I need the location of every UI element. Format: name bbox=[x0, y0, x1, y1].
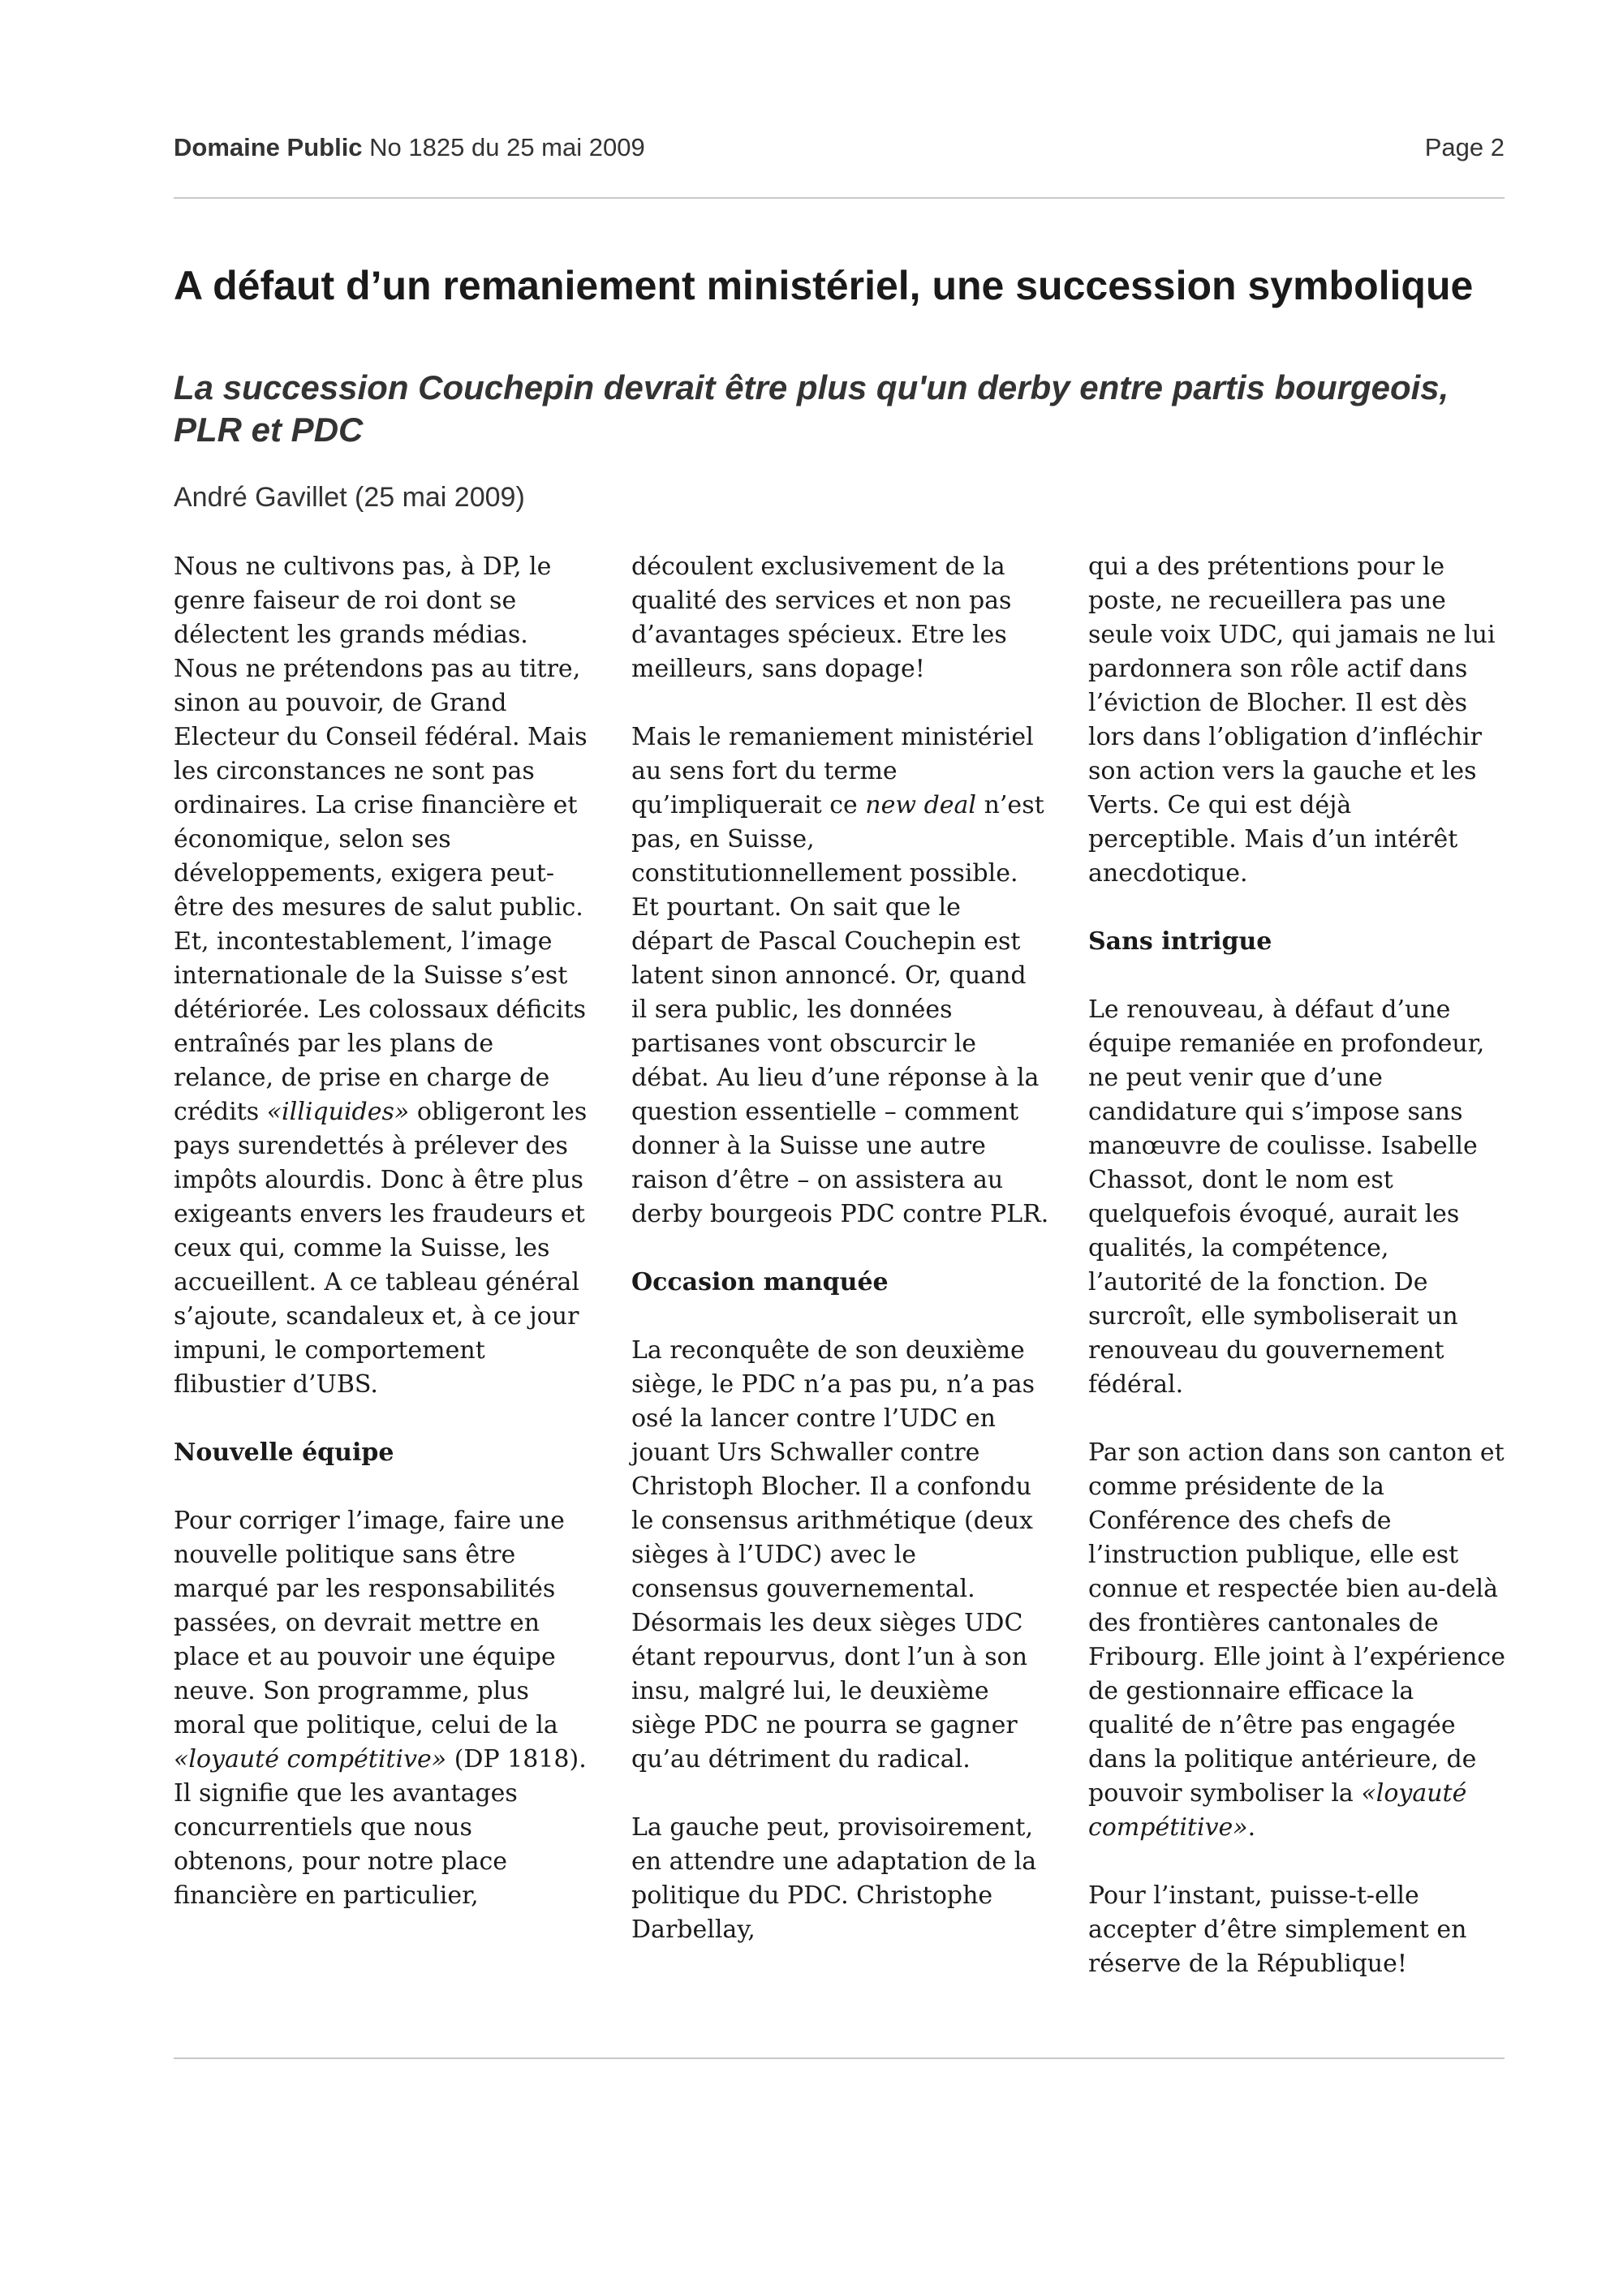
paragraph: La reconquête de son deuxième siège, le PDC n’a pas pu, n’a pas osé la lancer contre l’UDC en jouant Urs Schwaller contre Christoph Blocher. Il a confondu le consensus arithmétique (deux sièges à l’UDC) avec le consensus gouvernemental. Désormais les deux sièges UDC étant repourvus, dont l’un à son insu, malgré lui, le deuxième siège PDC ne pourra se gagner qu’au détriment du radical. bbox=[631, 1336, 1035, 1774]
page-header bbox=[174, 133, 1505, 169]
publication-name: Domaine Public bbox=[174, 133, 363, 161]
paragraph: La gauche peut, provisoirement, en attendre une adaptation de la politique du PDC. Christophe Darbellay, bbox=[631, 1813, 1037, 1944]
paragraph: Nous ne cultivons pas, à DP, le genre faiseur de roi dont se délectent les grands médias. Nous ne prétendons pas au titre, sinon au pouvoir, de Grand Electeur du Conseil fédéral. Mais les circonstances ne sont pas ordinaires. La crise financière et économique, selon ses développements, exigera peut-être des mesures de salut public. Et, incontestablement, l’image internationale de la Suisse s’est détériorée. Les colossaux déficits entraînés par les plans de relance, de prise en charge de crédits «illiquides» obligeront les pays surendettés à prélever des impôts alourdis. Donc à être plus exigeants envers les fraudeurs et ceux qui, comme la Suisse, les accueillent. A ce tableau général s’ajoute, scandaleux et, à ce jour impuni, le comportement flibustier d’UBS. bbox=[174, 553, 588, 1399]
section-heading: Nouvelle équipe bbox=[174, 1438, 394, 1467]
header-divider bbox=[174, 197, 1505, 199]
paragraph: Pour corriger l’image, faire une nouvelle politique sans être marqué par les responsabilités passées, on devrait mettre en place et au pouvoir une équipe neuve. Son programme, plus moral que politique, celui de la «loyauté compétitive» (DP 1818). Il signifie que les avantages concurrentiels que nous obtenons, pour notre place financière en particulier, bbox=[174, 1507, 587, 1910]
article-byline: André Gavillet (25 mai 2009) bbox=[174, 482, 525, 513]
paragraph: Pour l’instant, puisse-t-elle accepter d’être simplement en réserve de la République! bbox=[1088, 1881, 1467, 1978]
page-number: Page 2 bbox=[1424, 133, 1505, 161]
emphasis: new deal bbox=[865, 791, 977, 819]
paragraph: découlent exclusivement de la qualité des services et non pas d’avantages spécieux. Etre les meilleurs, sans dopage! bbox=[631, 553, 1012, 683]
section-heading: Occasion manquée bbox=[631, 1268, 889, 1296]
paragraph: Par son action dans son canton et comme présidente de la Conférence des chefs de l’instruction publique, elle est connue et respectée bien au-delà des frontières cantonales de Fribourg. Elle joint à l’expérience de gestionnaire efficace la qualité de n’être pas engagée dans la politique antérieure, de pouvoir symboliser la «loyauté compétitive». bbox=[1088, 1438, 1505, 1842]
text-column-1 bbox=[174, 550, 592, 1947]
paragraph: Mais le remaniement ministériel au sens fort du terme qu’impliquerait ce new deal n’est pas, en Suisse, constitutionnellement possible. Et pourtant. On sait que le départ de Pascal Couchepin est latent sinon annoncé. Or, quand il sera public, les données partisanes vont obscurcir le débat. Au lieu d’une réponse à la question essentielle – comment donner à la Suisse une autre raison d’être – on assistera au derby bourgeois PDC contre PLR. bbox=[631, 723, 1049, 1228]
text-column-3 bbox=[1088, 550, 1506, 2015]
footer-divider bbox=[174, 2057, 1505, 2059]
text-column-2 bbox=[631, 550, 1049, 1981]
emphasis: «loyauté compétitive» bbox=[174, 1745, 447, 1774]
issue-info: No 1825 du 25 mai 2009 bbox=[369, 133, 645, 161]
paragraph: qui a des prétentions pour le poste, ne recueillera pas une seule voix UDC, qui jamais ne lui pardonnera son rôle actif dans l’éviction de Blocher. Il est dès lors dans l’obligation d’infléchir son action vers la gauche et les Verts. Ce qui est déjà perceptible. Mais d’un intérêt anecdotique. bbox=[1088, 553, 1496, 888]
paragraph: Le renouveau, à défaut d’une équipe remaniée en profondeur, ne peut venir que d’une candidature qui s’impose sans manœuvre de coulisse. Isabelle Chassot, dont le nom est quelquefois évoqué, aurait les qualités, la compétence, l’autorité de la fonction. De surcroît, elle symboliserait un renouveau du gouvernement fédéral. bbox=[1088, 995, 1485, 1399]
emphasis: «illiquides» bbox=[266, 1098, 410, 1126]
article-title: A défaut d’un remaniement ministériel, une succession symbolique bbox=[174, 263, 1474, 308]
article-subtitle: La succession Couchepin devrait être plus qu'un derby entre partis bourgeois, PLR et PDC bbox=[174, 368, 1449, 449]
document-page bbox=[174, 0, 1505, 2296]
section-heading: Sans intrigue bbox=[1088, 927, 1272, 956]
emphasis: «loyauté compétitive» bbox=[1088, 1779, 1467, 1842]
